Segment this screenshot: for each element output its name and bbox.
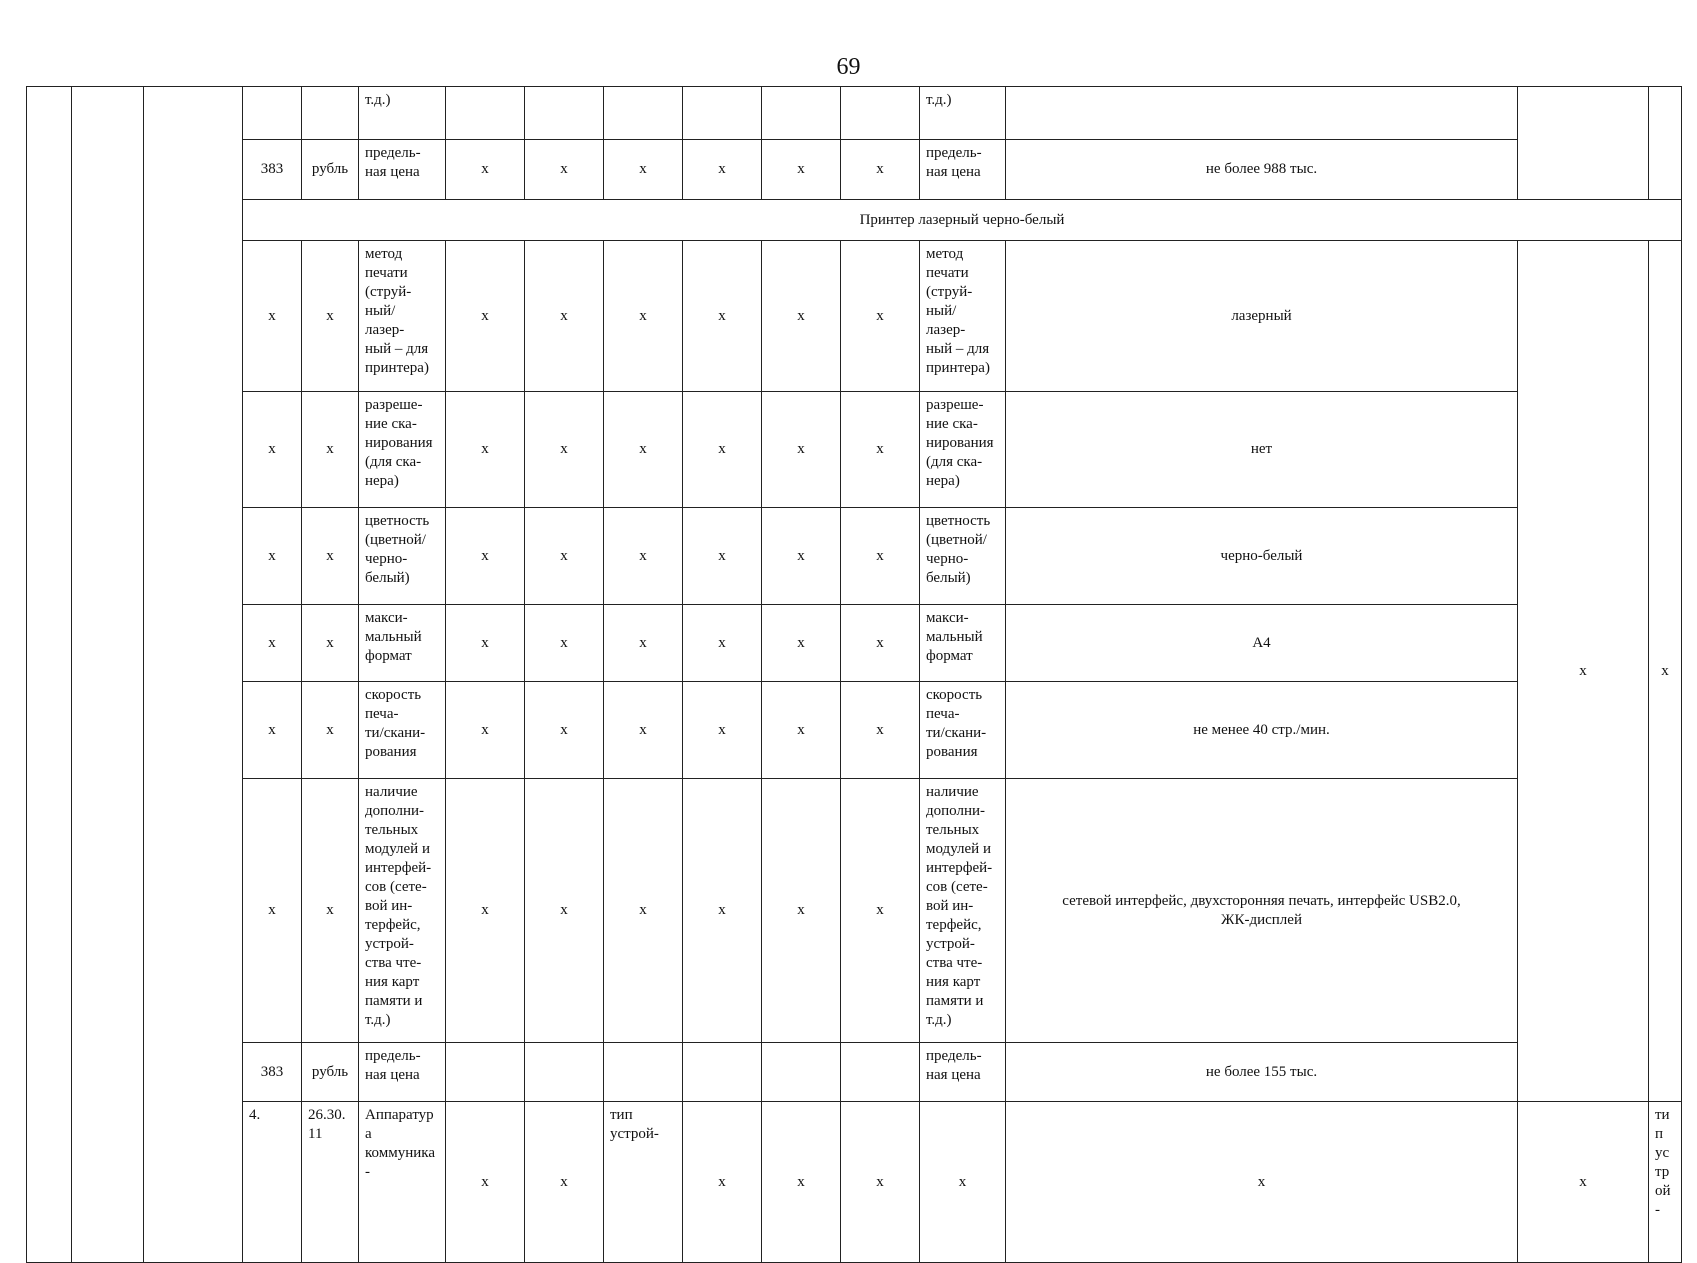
characteristic-name-2: тип устрой- (1649, 1102, 1682, 1263)
table-row: x x разреше- ние ска- нирования (для ска- нера) x x x x x x разреше- ние ска- нирования (для ска- нера) нет (27, 392, 1682, 508)
characteristic-value: A4 (1006, 605, 1518, 682)
page-number: 69 (836, 54, 861, 80)
characteristic-value: черно-белый (1006, 508, 1518, 605)
merged-right-col-2: x (1649, 241, 1682, 1102)
characteristic-name: макси- мальный формат (359, 605, 446, 682)
section-title: Принтер лазерный черно-белый (243, 200, 1682, 241)
characteristic-value: лазерный (1006, 241, 1518, 392)
table-row: x x скорость печа- ти/скани- рования x x x x x x скорость печа- ти/скани- рования не менее 40 стр./мин. (27, 682, 1682, 779)
unit: рубль (302, 140, 359, 200)
characteristic-name-2: т.д.) (920, 87, 1006, 140)
table-row: x x наличие дополни- тельных модулей и интерфей- сов (сете- вой ин- терфейс, устрой- ства чте- ния карт памяти и т.д.) x x x x x x наличие дополни- тельных модулей и интерфей- сов (сете- вой ин- терфейс, устрой- ства чте- ния карт памяти и т.д.) сетевой интерфейс, двухсторонняя печать, интерфейс USB2.0, ЖК-дисплей (27, 779, 1682, 1043)
characteristic-name: скорость печа- ти/скани- рования (359, 682, 446, 779)
right-col-2-prev (1649, 87, 1682, 200)
characteristic-name-2: макси- мальный формат (920, 605, 1006, 682)
table-row (27, 87, 1682, 140)
requirements-table (26, 86, 1682, 1263)
col-num-continued (27, 87, 72, 1263)
col-okpd-continued (72, 87, 144, 1263)
characteristic-name-2: скорость печа- ти/скани- рования (920, 682, 1006, 779)
characteristic-value: не более 988 тыс. (1006, 140, 1518, 200)
characteristic-name-2: предель- ная цена (920, 140, 1006, 200)
table-row: x x макси- мальный формат x x x x x x макси- мальный формат A4 (27, 605, 1682, 682)
okei-code: 383 (243, 140, 302, 200)
characteristic-name-2: наличие дополни- тельных модулей и интерфей- сов (сете- вой ин- терфейс, устрой- ства чте- ния карт памяти и т.д.) (920, 779, 1006, 1043)
characteristic-name: предель- ная цена (359, 1043, 446, 1102)
characteristic-name: тип устрой- (604, 1102, 683, 1263)
item-number: 4. (243, 1102, 302, 1263)
okpd-code: 26.30.11 (302, 1102, 359, 1263)
characteristic-value: сетевой интерфейс, двухсторонняя печать, интерфейс USB2.0, ЖК-дисплей (1006, 779, 1518, 1043)
col-title-continued (144, 87, 243, 1263)
table-row: 4. 26.30.11 Аппаратура коммуника- x x тип устрой- x x x x x x тип устрой- (27, 1102, 1682, 1263)
merged-right-col-1: x (1518, 241, 1649, 1102)
item-title: Аппаратура коммуника- (359, 1102, 446, 1263)
table-row: x x цветность (цветной/ черно- белый) x x x x x x цветность (цветной/ черно- белый) черно-белый (27, 508, 1682, 605)
characteristic-name: предель- ная цена (359, 140, 446, 200)
okei-code: 383 (243, 1043, 302, 1102)
characteristic-name: наличие дополни- тельных модулей и интерфей- сов (сете- вой ин- терфейс, устрой- ства чте- ния карт памяти и т.д.) (359, 779, 446, 1043)
table-row (27, 1043, 1682, 1102)
characteristic-name: т.д.) (359, 87, 446, 140)
section-row (27, 200, 1682, 241)
unit: рубль (302, 1043, 359, 1102)
characteristic-value: не более 155 тыс. (1006, 1043, 1518, 1102)
table-row: x x метод печати (струй- ный/ лазер- ный – для принтера) x x x x x x метод печати (струй- ный/ лазер- ный – для принтера) лазерный x x (27, 241, 1682, 392)
characteristic-name: разреше- ние ска- нирования (для ска- нера) (359, 392, 446, 508)
characteristic-name: цветность (цветной/ черно- белый) (359, 508, 446, 605)
characteristic-value: не менее 40 стр./мин. (1006, 682, 1518, 779)
right-col-1-prev (1518, 87, 1649, 200)
characteristic-name: метод печати (струй- ный/ лазер- ный – для принтера) (359, 241, 446, 392)
characteristic-name-2: цветность (цветной/ черно- белый) (920, 508, 1006, 605)
characteristic-name-2: разреше- ние ска- нирования (для ска- нера) (920, 392, 1006, 508)
characteristic-name-2: метод печати (струй- ный/ лазер- ный – для принтера) (920, 241, 1006, 392)
characteristic-value: нет (1006, 392, 1518, 508)
characteristic-name-2: предель- ная цена (920, 1043, 1006, 1102)
table-row: 383 рубль предель- ная цена x x x x x x предель- ная цена не более 988 тыс. (27, 140, 1682, 200)
